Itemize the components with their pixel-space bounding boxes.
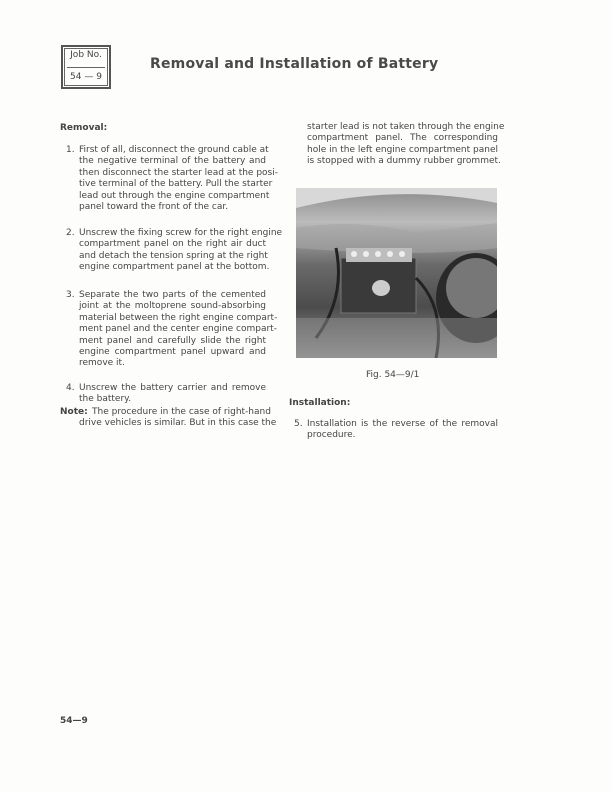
text-line: Separate the two parts of the cemented xyxy=(79,290,266,300)
text-line: compartment panel on the right air duct xyxy=(79,239,266,250)
removal-step xyxy=(66,290,278,370)
text-line: ment panel and carefully slide the right xyxy=(79,335,266,346)
removal-step xyxy=(66,383,266,406)
text-line: engine compartment panel upward and xyxy=(79,347,266,358)
text-line: tive terminal of the battery. Pull the starter xyxy=(79,179,273,190)
text-line: starter lead is not taken through the engine xyxy=(307,122,505,132)
text-line: First of all, disconnect the ground cable at xyxy=(79,145,269,155)
text-line: is stopped with a dummy rubber grommet. xyxy=(307,156,501,167)
text-line: the battery. xyxy=(79,394,132,405)
text-line: ment panel and the center engine compart- xyxy=(79,324,277,335)
text-line: Unscrew the fixing screw for the right engine xyxy=(79,228,283,238)
text-line: hole in the left engine compartment panel xyxy=(307,144,498,155)
job-label: Job No. xyxy=(70,50,102,60)
step-number: 1. xyxy=(66,145,75,155)
step-number: 3. xyxy=(66,290,75,300)
text-line: Installation is the reverse of the removal xyxy=(307,419,498,429)
note-text xyxy=(79,418,277,429)
job-number-box xyxy=(61,45,111,89)
divider xyxy=(67,67,105,68)
text-line: then disconnect the starter lead at the posi- xyxy=(79,167,278,178)
step-number: 4. xyxy=(66,383,75,393)
page-title: Removal and Installation of Battery xyxy=(150,56,439,72)
note-label: Note: xyxy=(60,407,88,417)
text-line: the negative terminal of the battery and xyxy=(79,156,266,167)
note-text-continued xyxy=(307,122,505,168)
figure-caption: Fig. 54—9/1 xyxy=(366,370,420,380)
text-line: engine compartment panel at the bottom. xyxy=(79,262,270,273)
text-line: The procedure in the case of right-hand xyxy=(92,407,271,417)
step-number: 5. xyxy=(294,419,303,429)
text-line: Unscrew the battery carrier and remove xyxy=(79,383,266,393)
installation-step xyxy=(294,419,498,442)
removal-heading: Removal: xyxy=(60,123,108,133)
battery-photo xyxy=(296,188,497,358)
text-line: procedure. xyxy=(307,430,356,441)
installation-heading: Installation: xyxy=(289,398,351,408)
removal-step xyxy=(66,228,283,274)
text-line: joint at the moltoprene sound-absorbing xyxy=(79,301,266,312)
text-line: lead out through the engine compartment xyxy=(79,190,270,201)
step-number: 2. xyxy=(66,228,75,238)
text-line: panel toward the front of the car. xyxy=(79,202,229,213)
text-line: and detach the tension spring at the right xyxy=(79,250,268,261)
engine-compartment-image xyxy=(296,188,497,358)
text-line: remove it. xyxy=(79,358,125,369)
removal-step xyxy=(66,145,278,213)
note-text xyxy=(92,407,271,418)
job-number: 54 — 9 xyxy=(70,72,102,82)
text-line: compartment panel. The corresponding xyxy=(307,133,498,144)
text-line: material between the right engine compart- xyxy=(79,312,278,323)
page-number: 54—9 xyxy=(60,716,88,726)
text-line: drive vehicles is similar. But in this case the xyxy=(79,418,277,429)
